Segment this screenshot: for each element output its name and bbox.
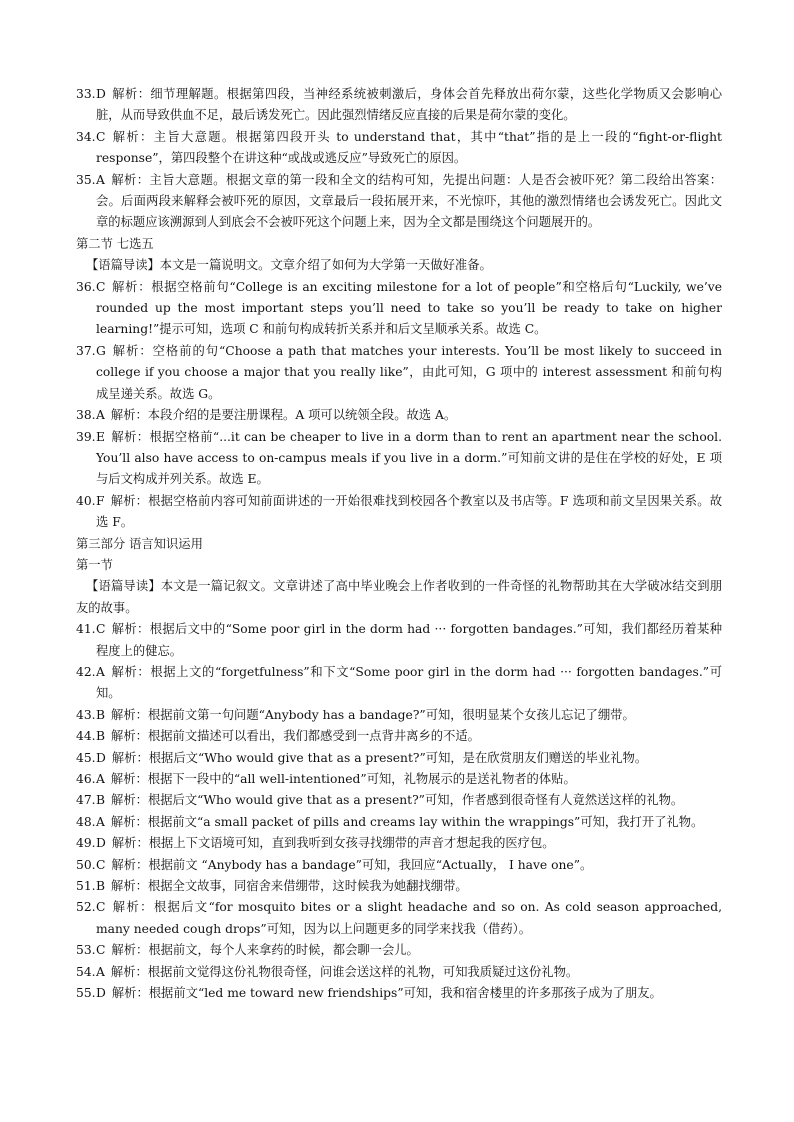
explanation-text: 解析：根据下一段中的“all well-intentioned”可知，礼物展示的是送礼物者的体贴。 — [110, 772, 576, 786]
question-number: 36. — [76, 279, 96, 294]
explanation-text: 解析：根据前文“led me toward new friendships”可知，我和宿舍楼里的许多那孩子成为了朋友。 — [111, 986, 662, 1001]
answer-entry — [76, 726, 722, 747]
answer-letter: C — [96, 622, 106, 637]
answer-entry — [76, 491, 722, 534]
explanation-text: 解析：主旨大意题。根据第四段开头 to understand that，其中“that”指的是上一段的“fight-or-flight response”，第四段整个在讲这种“或战或逃反应”导致死亡的原因。 — [96, 129, 722, 166]
answer-letter: A — [96, 772, 105, 786]
question-number: 47. — [76, 793, 96, 808]
part3-subtitle: 第一节 — [76, 557, 113, 572]
answers-seven-choose-five — [76, 277, 722, 534]
answer-letter: A — [96, 408, 105, 423]
answer-entry — [76, 748, 722, 769]
answer-entry — [76, 876, 722, 897]
explanation-text: 解析：空格前的句“Choose a path that matches your interests. You’ll be most likely to succeed in college if you choose a major that you really like”，由此可知，G 项中的 interest assessment 和前句构成呈递关系。故选 G。 — [96, 343, 722, 401]
explanation-text: 解析：根据上下文语境可知，直到我听到女孩寻找绷带的声音才想起我的医疗包。 — [111, 836, 555, 851]
answer-key-page — [76, 84, 722, 1004]
explanation-text: 解析：根据前文 “Anybody has a bandage”可知，我回应“Actually， I have one”。 — [111, 857, 593, 872]
question-number: 48. — [76, 814, 96, 829]
answer-letter: D — [96, 986, 106, 1001]
answer-entry — [76, 812, 722, 833]
explanation-text: 解析：根据后文“Who would give that as a present?”可知，是在欣赏朋友们赠送的毕业礼物。 — [111, 750, 648, 765]
answer-letter: G — [96, 343, 106, 358]
answer-entry — [76, 962, 722, 983]
part3-intro: 【语篇导读】本文是一篇记叙文。文章讲述了高中毕业晚会上作者收到的一件奇怪的礼物帮助其在大学破冰结交到朋友的故事。 — [76, 579, 722, 615]
answer-entry — [76, 277, 722, 341]
question-number: 38. — [76, 408, 96, 423]
question-number: 45. — [76, 750, 96, 765]
question-number: 35. — [76, 172, 96, 187]
answer-entry — [76, 170, 722, 234]
answer-entry — [76, 662, 722, 705]
answers-cloze — [76, 619, 722, 1004]
answer-letter: A — [96, 814, 105, 829]
explanation-text: 解析：根据后文中的“Some poor girl in the dorm had ··· forgotten bandages.”可知，我们都经历着某种程度上的健忘。 — [96, 622, 722, 658]
question-number: 51. — [76, 879, 96, 894]
question-number: 39. — [76, 429, 96, 444]
answer-letter: C — [96, 943, 106, 958]
explanation-text: 解析：根据前文描述可以看出，我们都感受到一点背井离乡的不适。 — [111, 729, 480, 744]
answer-letter: B — [96, 793, 106, 808]
answer-entry — [76, 940, 722, 961]
answer-letter: D — [96, 750, 106, 765]
explanation-text: 解析：根据后文“for mosquito bites or a slight headache and so on. As cold season approached, many needed cough drops”可知，因为以上问题更多的同学来找我（借药）。 — [96, 900, 722, 936]
answer-entry — [76, 897, 722, 940]
answer-entry — [76, 983, 722, 1004]
explanation-text: 解析：根据空格前内容可知前面讲述的一开始很难找到校园各个教室以及书店等。F 选项和前文呈因果关系。故选 F。 — [96, 493, 722, 530]
question-number: 34. — [76, 129, 96, 144]
answer-letter: C — [96, 279, 106, 294]
answer-entry — [76, 84, 722, 127]
part3-title: 第三部分 语言知识运用 — [76, 536, 203, 551]
question-number: 50. — [76, 857, 96, 872]
question-number: 46. — [76, 772, 96, 786]
answer-letter: A — [96, 664, 105, 679]
question-number: 44. — [76, 729, 96, 744]
question-number: 42. — [76, 664, 96, 679]
explanation-text: 解析：根据空格前句“College is an exciting milestone for a lot of people”和空格后句“Luckily, we’ve rounded up the most important steps you’ll need to take so you’ll be ready to take on higher learning!”提示可知，选项 C 和前句构成转折关系并和后文呈顺承关系。故选 C。 — [96, 279, 722, 337]
answer-letter: C — [96, 900, 106, 915]
answer-letter: C — [96, 129, 106, 144]
answer-entry — [76, 833, 722, 854]
question-number: 33. — [76, 87, 96, 101]
answer-entry — [76, 619, 722, 662]
answer-entry — [76, 427, 722, 491]
answer-entry — [76, 790, 722, 811]
question-number: 53. — [76, 943, 96, 958]
question-number: 40. — [76, 493, 96, 508]
answers-reading-part — [76, 84, 722, 234]
explanation-text: 解析：根据前文“a small packet of pills and creams lay within the wrappings”可知，我打开了礼物。 — [110, 814, 704, 829]
explanation-text: 解析：根据前文第一句问题“Anybody has a bandage?”可知，很明显某个女孩儿忘记了绷带。 — [111, 707, 635, 722]
answer-letter: F — [96, 493, 105, 508]
answer-entry — [76, 127, 722, 170]
answer-letter: B — [96, 879, 106, 894]
question-number: 41. — [76, 622, 96, 637]
answer-entry — [76, 405, 722, 426]
explanation-text: 解析：主旨大意题。根据文章的第一段和全文的结构可知，先提出问题：人是否会被吓死？第二段给出答案：会。后面两段来解释会被吓死的原因，文章最后一段拓展开来，不光惊吓，其他的激烈情绪也会诱发死亡。因此文章的标题应该溯源到人到底会不会被吓死这个问题上来，因为全文都是围绕这个问题展开的。 — [96, 172, 722, 230]
explanation-text: 解析：根据前文，每个人来拿药的时候，都会聊一会儿。 — [111, 943, 419, 958]
explanation-text: 解析：本段介绍的是要注册课程。A 项可以统领全段。故选 A。 — [110, 408, 457, 423]
answer-letter: B — [96, 707, 106, 722]
question-number: 49. — [76, 836, 96, 851]
explanation-text: 解析：根据后文“Who would give that as a present?”可知，作者感到很奇怪有人竟然送这样的礼物。 — [111, 793, 684, 808]
answer-letter: A — [96, 964, 105, 979]
explanation-text: 解析：根据全文故事，同宿舍来借绷带，这时候我为她翻找绷带。 — [111, 879, 468, 894]
answer-entry — [76, 341, 722, 405]
answer-entry — [76, 769, 722, 790]
question-number: 54. — [76, 964, 96, 979]
answer-letter: D — [96, 836, 106, 851]
explanation-text: 解析：根据上文的“forgetfulness”和下文“Some poor girl in the dorm had ··· forgotten bandages.”可知。 — [96, 664, 722, 701]
question-number: 43. — [76, 707, 96, 722]
answer-entry — [76, 855, 722, 876]
explanation-text: 解析：根据前文觉得这份礼物很奇怪，问谁会送这样的礼物，可知我质疑过这份礼物。 — [110, 964, 579, 979]
answer-letter: B — [96, 729, 106, 744]
answer-letter: D — [96, 87, 106, 101]
question-number: 52. — [76, 900, 96, 915]
answer-letter: C — [96, 857, 106, 872]
question-number: 55. — [76, 986, 96, 1001]
section2-title: 第二节 七选五 — [76, 236, 154, 251]
answer-letter: A — [96, 172, 105, 187]
explanation-text: 解析：根据空格前“...it can be cheaper to live in a dorm than to rent an apartment near the school. You’ll also have access to on-campus meals if you live in a dorm.”可知前文讲的是住在学校的好处，E 项与后文构成并列关系。故选 E。 — [96, 429, 722, 487]
explanation-text: 解析：细节理解题。根据第四段，当神经系统被刺激后，身体会首先释放出荷尔蒙，这些化学物质又会影响心脏，从而导致供血不足，最后诱发死亡。因此强烈情绪反应直接的后果是荷尔蒙的变化。 — [96, 87, 722, 123]
section2-intro: 【语篇导读】本文是一篇说明文。文章介绍了如何为大学第一天做好准备。 — [86, 258, 492, 273]
answer-letter: E — [96, 429, 105, 444]
answer-entry — [76, 705, 722, 726]
question-number: 37. — [76, 343, 96, 358]
